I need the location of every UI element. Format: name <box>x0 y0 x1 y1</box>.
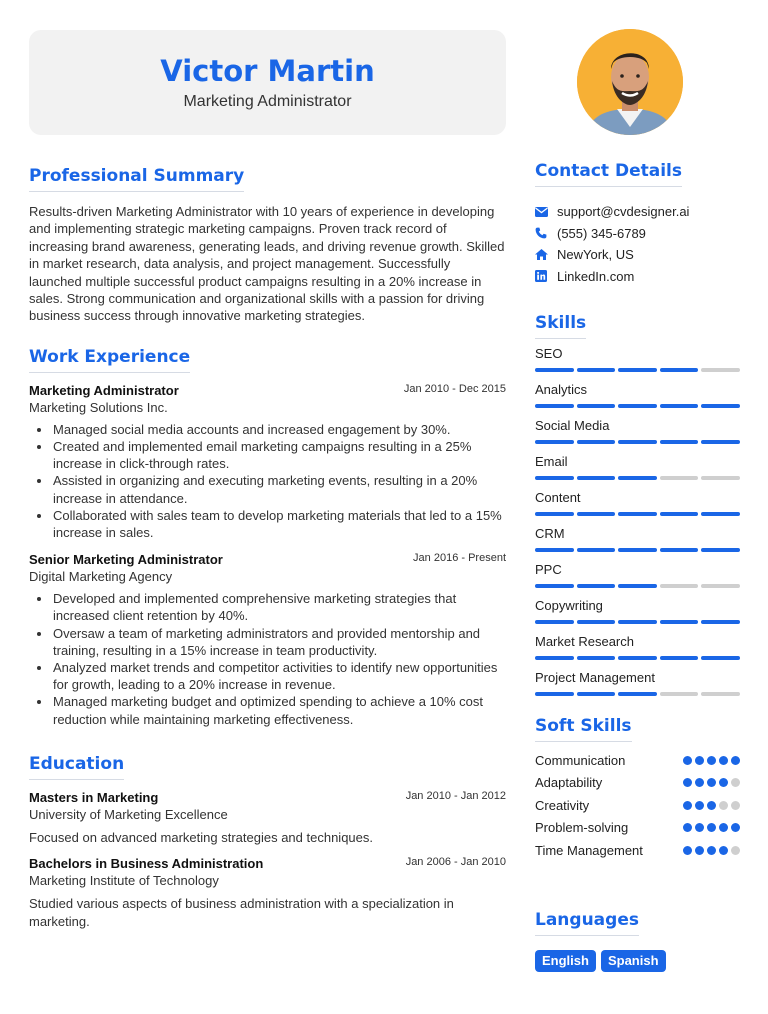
section-title-soft-skills: Soft Skills <box>535 715 632 742</box>
soft-skill-item <box>535 772 740 795</box>
rating-dot <box>707 778 716 787</box>
skill-name: Copywriting <box>535 598 603 613</box>
contact-list <box>535 201 740 287</box>
skill-name: Project Management <box>535 670 655 685</box>
skill-level-bar <box>535 692 740 696</box>
skill-item <box>535 561 740 588</box>
skill-level-segment <box>660 548 699 552</box>
section-title-experience: Work Experience <box>29 346 190 373</box>
skill-level-segment <box>535 584 574 588</box>
rating-dots <box>683 801 740 810</box>
skill-level-bar <box>535 440 740 444</box>
degree: Bachelors in Business Administration <box>29 856 264 872</box>
candidate-role: Marketing Administrator <box>183 93 352 110</box>
skill-level-segment <box>535 620 574 624</box>
contact-text: LinkedIn.com <box>557 268 635 284</box>
job-bullet: Managed social media accounts and increased engagement by 30%. <box>29 421 506 438</box>
contact-text: support@cvdesigner.ai <box>557 204 690 220</box>
education-section <box>29 753 506 931</box>
language-tag: Spanish <box>601 950 666 972</box>
skill-level-segment <box>701 368 740 372</box>
skill-level-segment <box>701 656 740 660</box>
avatar <box>577 29 683 135</box>
skill-level-segment <box>701 476 740 480</box>
job-title: Marketing Administrator <box>29 382 179 398</box>
rating-dot <box>719 778 728 787</box>
skill-level-segment <box>660 476 699 480</box>
summary-text: Results-driven Marketing Administrator with 10 years of experience in developing and implementing strategic marketing campaigns. Proven track record of increasing brand awareness, generating leads, and driving revenue growth. Skilled in market research, data analysis, and project management. Successfully launched multiple successful product campaigns resulting in a 20% increase in sales. Strong communication and organizational skills with a passion for driving business success through innovative marketing strategies. <box>29 204 505 324</box>
skill-level-segment <box>535 512 574 516</box>
language-tags <box>535 950 740 972</box>
degree: Masters in Marketing <box>29 789 159 805</box>
soft-skill-item <box>535 839 740 862</box>
skill-level-segment <box>535 476 574 480</box>
skill-level-segment <box>701 404 740 408</box>
skill-level-segment <box>701 440 740 444</box>
job-company: Digital Marketing Agency <box>29 569 173 585</box>
contact-location <box>535 244 740 266</box>
skill-name: CRM <box>535 526 565 541</box>
skill-name: Content <box>535 490 581 505</box>
soft-skills-list <box>535 749 740 862</box>
phone-icon <box>535 227 557 239</box>
job-dates: Jan 2010 - Dec 2015 <box>403 382 506 395</box>
candidate-name: Victor Martin <box>160 54 375 88</box>
rating-dot <box>683 823 692 832</box>
job-bullet: Created and implemented email marketing campaigns resulting in a 25% increase in click-through rates. <box>29 438 506 472</box>
skills-section <box>535 312 740 696</box>
skill-level-segment <box>535 656 574 660</box>
skill-level-segment <box>660 368 699 372</box>
skill-level-segment <box>577 512 616 516</box>
rating-dots <box>683 778 740 787</box>
contact-text: NewYork, US <box>557 247 634 263</box>
job-title: Senior Marketing Administrator <box>29 552 223 568</box>
skill-name: Analytics <box>535 382 588 397</box>
skill-level-segment <box>618 620 657 624</box>
skill-level-segment <box>577 368 616 372</box>
skill-level-segment <box>577 548 616 552</box>
job-dates: Jan 2016 - Present <box>413 552 506 565</box>
skill-level-segment <box>660 620 699 624</box>
skill-item <box>535 345 740 372</box>
envelope-icon <box>535 207 557 217</box>
skill-name: Market Research <box>535 634 634 649</box>
skill-level-bar <box>535 620 740 624</box>
rating-dot <box>731 778 740 787</box>
skill-level-segment <box>701 512 740 516</box>
rating-dot <box>683 756 692 765</box>
skill-level-bar <box>535 584 740 588</box>
rating-dot <box>719 823 728 832</box>
skill-item <box>535 597 740 624</box>
skill-level-bar <box>535 404 740 408</box>
experience-section <box>29 346 506 728</box>
contact-text: (555) 345-6789 <box>557 225 646 241</box>
skills-list <box>535 345 740 696</box>
skill-level-segment <box>535 692 574 696</box>
skill-item <box>535 417 740 444</box>
contact-phone[interactable] <box>535 223 740 245</box>
rating-dot <box>731 756 740 765</box>
education-description: Studied various aspects of business administration with a specialization in marketing. <box>29 896 454 929</box>
skill-level-segment <box>660 512 699 516</box>
rating-dot <box>719 801 728 810</box>
skill-level-segment <box>535 548 574 552</box>
sidebar-column <box>535 160 740 972</box>
section-title-education: Education <box>29 753 124 780</box>
skill-name: PPC <box>535 562 562 577</box>
rating-dot <box>719 846 728 855</box>
rating-dot <box>707 823 716 832</box>
skill-level-segment <box>701 548 740 552</box>
skill-level-bar <box>535 368 740 372</box>
rating-dot <box>683 801 692 810</box>
skill-level-bar <box>535 476 740 480</box>
skill-level-segment <box>660 404 699 408</box>
skill-level-segment <box>660 440 699 444</box>
skill-level-segment <box>618 440 657 444</box>
soft-skill-item <box>535 749 740 772</box>
school: University of Marketing Excellence <box>29 806 228 822</box>
skill-item <box>535 381 740 408</box>
rating-dot <box>683 778 692 787</box>
skill-name: Social Media <box>535 418 610 433</box>
job-bullets <box>29 590 506 728</box>
skill-item <box>535 453 740 480</box>
skill-level-segment <box>618 584 657 588</box>
skill-item <box>535 525 740 552</box>
rating-dot <box>707 846 716 855</box>
languages-section <box>535 909 740 972</box>
skill-item <box>535 489 740 516</box>
soft-skill-name: Creativity <box>535 797 590 813</box>
education-entry <box>29 855 506 930</box>
skill-level-segment <box>535 368 574 372</box>
skill-level-segment <box>618 404 657 408</box>
job-company: Marketing Solutions Inc. <box>29 399 168 415</box>
rating-dot <box>695 846 704 855</box>
soft-skills-section <box>535 715 740 862</box>
job-entry <box>29 551 506 728</box>
skill-item <box>535 633 740 660</box>
skill-level-segment <box>577 476 616 480</box>
skill-level-bar <box>535 512 740 516</box>
job-bullet: Analyzed market trends and competitor activities to identify new opportunities for growth, leading to a 20% increase in revenue. <box>29 659 506 693</box>
soft-skill-name: Problem-solving <box>535 820 629 836</box>
job-bullet: Managed marketing budget and optimized spending to achieve a 10% cost reduction while maintaining marketing effectiveness. <box>29 693 506 727</box>
skill-level-segment <box>618 656 657 660</box>
job-bullet: Collaborated with sales team to develop marketing materials that led to a 15% increase in sales. <box>29 507 506 541</box>
soft-skill-item <box>535 817 740 840</box>
education-description: Focused on advanced marketing strategies and techniques. <box>29 829 373 845</box>
skill-level-segment <box>660 692 699 696</box>
soft-skill-item <box>535 794 740 817</box>
soft-skill-name: Adaptability <box>535 775 603 791</box>
section-title-contact: Contact Details <box>535 160 682 187</box>
job-bullet: Developed and implemented comprehensive marketing strategies that increased client retention by 40%. <box>29 590 506 624</box>
skill-level-segment <box>577 404 616 408</box>
skill-level-segment <box>660 584 699 588</box>
resume-header <box>29 30 506 135</box>
soft-skill-name: Time Management <box>535 842 643 858</box>
job-bullets <box>29 421 506 541</box>
skill-level-segment <box>618 476 657 480</box>
rating-dot <box>731 846 740 855</box>
rating-dot <box>695 778 704 787</box>
skill-level-segment <box>535 440 574 444</box>
skill-level-segment <box>618 692 657 696</box>
skill-level-segment <box>618 548 657 552</box>
rating-dots <box>683 846 740 855</box>
job-entry <box>29 382 506 541</box>
skill-level-segment <box>577 656 616 660</box>
contact-section <box>535 160 740 287</box>
linkedin-icon <box>535 270 557 282</box>
rating-dot <box>707 756 716 765</box>
skill-item <box>535 669 740 696</box>
skill-level-segment <box>577 692 616 696</box>
main-column <box>29 165 506 930</box>
skill-level-segment <box>660 656 699 660</box>
job-bullet: Oversaw a team of marketing administrators and provided mentorship and training, resulting in a 15% increase in team productivity. <box>29 625 506 659</box>
home-icon <box>535 249 557 260</box>
skill-level-segment <box>618 512 657 516</box>
rating-dot <box>683 846 692 855</box>
skill-level-segment <box>701 584 740 588</box>
skill-level-segment <box>577 620 616 624</box>
education-entry <box>29 789 506 847</box>
education-dates: Jan 2010 - Jan 2012 <box>405 789 506 802</box>
skill-name: Email <box>535 454 568 469</box>
rating-dot <box>695 801 704 810</box>
rating-dot <box>695 756 704 765</box>
rating-dots <box>683 823 740 832</box>
skill-level-bar <box>535 548 740 552</box>
skill-level-segment <box>618 368 657 372</box>
language-tag: English <box>535 950 596 972</box>
skill-level-bar <box>535 656 740 660</box>
soft-skill-name: Communication <box>535 752 626 768</box>
rating-dot <box>731 801 740 810</box>
rating-dot <box>731 823 740 832</box>
skill-level-segment <box>577 440 616 444</box>
contact-email[interactable] <box>535 201 740 223</box>
contact-linkedin[interactable] <box>535 266 740 288</box>
section-title-languages: Languages <box>535 909 639 936</box>
rating-dots <box>683 756 740 765</box>
skill-level-segment <box>535 404 574 408</box>
rating-dot <box>707 801 716 810</box>
summary-section <box>29 165 506 325</box>
school: Marketing Institute of Technology <box>29 873 219 889</box>
skill-level-segment <box>701 692 740 696</box>
education-dates: Jan 2006 - Jan 2010 <box>405 856 506 869</box>
rating-dot <box>695 823 704 832</box>
section-title-summary: Professional Summary <box>29 165 244 192</box>
rating-dot <box>719 756 728 765</box>
skill-level-segment <box>577 584 616 588</box>
skill-level-segment <box>701 620 740 624</box>
skill-name: SEO <box>535 346 563 361</box>
section-title-skills: Skills <box>535 312 586 339</box>
job-bullet: Assisted in organizing and executing marketing events, resulting in a 20% increase in attendance. <box>29 472 506 506</box>
